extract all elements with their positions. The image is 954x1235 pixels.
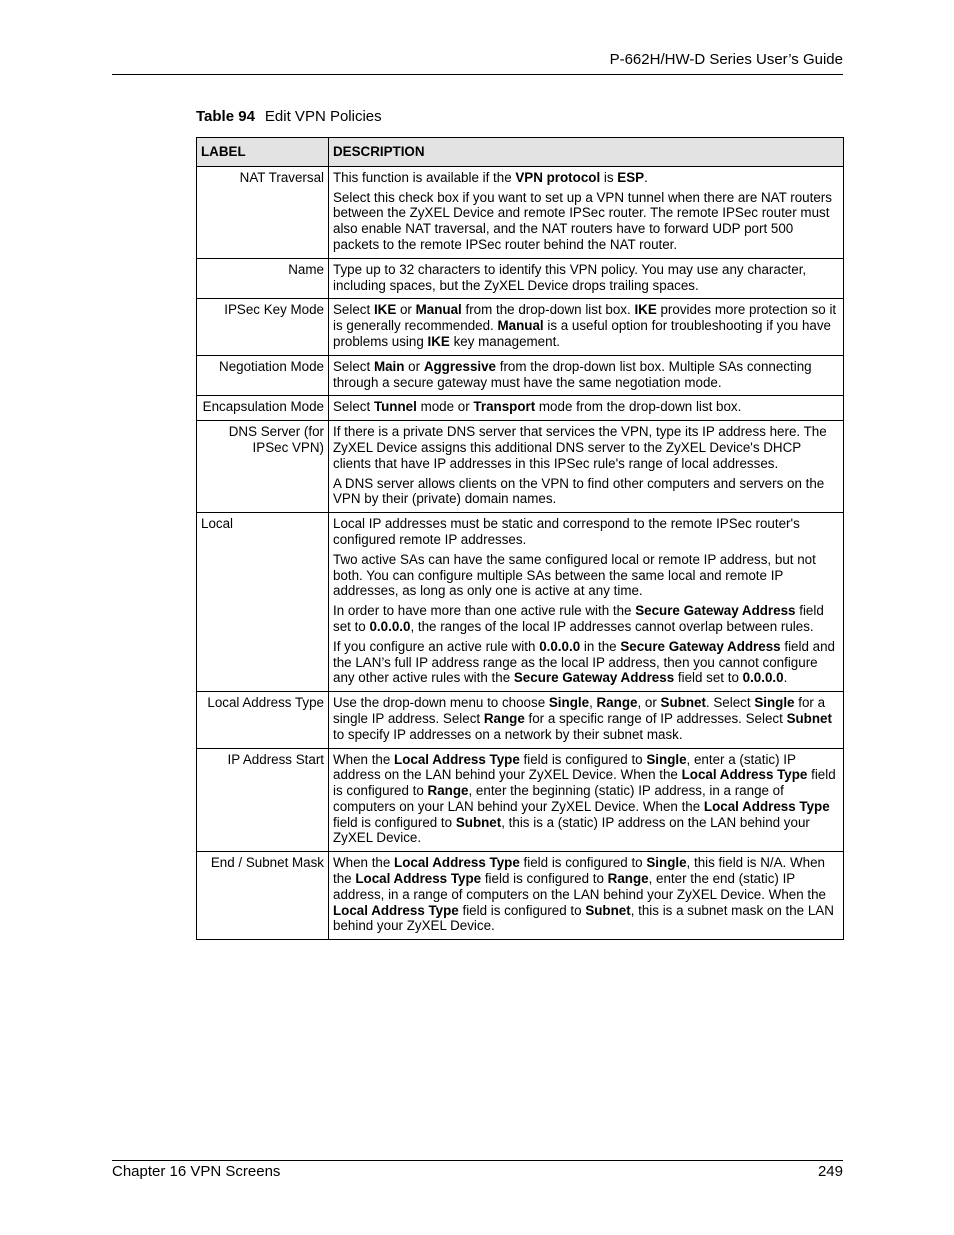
text-run: mode from the drop-down list box. — [535, 399, 742, 415]
text-run: Use the drop-down menu to choose — [333, 695, 549, 711]
row-description — [329, 166, 844, 258]
text-run: , enter the end (static) IP address, in a range of computers on the LAN behind your ZyXEL Device. When the — [333, 871, 826, 902]
text-run: , this field is N/A. When the — [333, 855, 825, 887]
text-run: from the drop-down list box. Multiple SAs connecting through a secure gateway must have the same negotiation mode. — [333, 358, 812, 390]
bold-term: 0.0.0.0 — [742, 670, 784, 686]
text-run: , this is a subnet mask on the LAN behind your ZyXEL Device. — [333, 902, 834, 934]
description-paragraph — [333, 424, 839, 471]
text-run: or — [396, 302, 416, 318]
bold-term: Subnet — [455, 814, 502, 830]
table-row — [197, 748, 844, 852]
bold-term: Local Address Type — [681, 767, 808, 783]
text-run: , this is a (static) IP address on the LAN behind your ZyXEL Device. — [333, 814, 810, 846]
text-run: is a useful option for troubleshooting if you have problems using — [333, 318, 831, 349]
text-run: , enter a (static) IP address on the LAN behind your ZyXEL Device. When the — [333, 751, 796, 783]
row-description — [329, 748, 844, 852]
text-run: field is configured to — [333, 814, 456, 830]
text-run: In order to have more than one active rule with the — [333, 603, 636, 619]
text-run: , or — [637, 695, 661, 711]
description-paragraph — [333, 639, 839, 686]
text-run: A DNS server allows clients on the VPN to find other computers and servers on the VPN by their (private) domain names. — [333, 475, 825, 507]
text-run: When the — [333, 855, 395, 871]
text-run: Select this check box if you want to set up a VPN tunnel when there are NAT routers between the ZyXEL Device and remote IPSec router. The remote IPSec router must also enable NAT traversal, and the NAT routers have to forward UDP port 500 packets to the remote IPSec router behind the NAT router. — [333, 189, 832, 252]
text-run: provides more protection so it is generally recommended. — [333, 302, 837, 334]
row-label: Local Address Type — [197, 692, 329, 748]
text-run: Type up to 32 characters to identify this VPN policy. You may use any character, including spaces, but the ZyXEL Device drops trailing spaces. — [333, 261, 807, 293]
bold-term: Main — [373, 358, 405, 374]
bold-term: 0.0.0.0 — [369, 618, 411, 634]
description-paragraph — [333, 262, 839, 294]
text-run: Local IP addresses must be static and correspond to the remote IPSec router's configured remote IP addresses. — [333, 516, 800, 547]
row-label: Name — [197, 258, 329, 299]
table-row — [197, 852, 844, 940]
table-row — [197, 355, 844, 396]
text-run: mode or — [416, 399, 474, 415]
description-paragraph — [333, 399, 839, 415]
bold-term: Single — [754, 695, 795, 711]
bold-term: Subnet — [786, 710, 832, 726]
bold-term: Range — [483, 710, 525, 726]
bold-term: IKE — [634, 302, 657, 318]
row-description — [329, 421, 844, 513]
description-paragraph — [333, 302, 839, 349]
row-label: Encapsulation Mode — [197, 396, 329, 421]
text-run: in the — [580, 638, 621, 654]
text-run: This function is available if the — [333, 169, 516, 185]
row-label: End / Subnet Mask — [197, 852, 329, 940]
text-run: field set to — [333, 603, 824, 634]
bold-term: Subnet — [660, 695, 706, 711]
table-caption — [196, 108, 382, 125]
row-description — [329, 852, 844, 940]
bold-term: IKE — [427, 333, 450, 349]
text-run: field is configured to — [481, 871, 608, 887]
table-body — [197, 166, 844, 939]
row-description — [329, 692, 844, 748]
bold-term: IKE — [373, 302, 397, 318]
text-run: When the — [333, 751, 395, 767]
text-run: from the drop-down list box. — [461, 302, 635, 318]
bold-term: Local Address Type — [355, 871, 482, 887]
table-row — [197, 396, 844, 421]
text-run: , enter the beginning (static) IP address, in a range of computers on your LAN behind your ZyXEL Device. When the — [333, 783, 784, 814]
text-run: field is configured to — [333, 767, 836, 799]
bold-term: Single — [548, 695, 590, 711]
row-label: IP Address Start — [197, 748, 329, 852]
bold-term: Manual — [415, 302, 462, 318]
bold-term: Secure Gateway Address — [635, 603, 796, 619]
bold-term: Tunnel — [373, 399, 417, 415]
table-row — [197, 513, 844, 692]
row-label: DNS Server (for IPSec VPN) — [197, 421, 329, 513]
description-paragraph — [333, 190, 839, 253]
text-run: Select — [333, 302, 374, 318]
text-run: field is configured to — [458, 902, 586, 918]
bold-term: Transport — [473, 399, 536, 415]
table-header-row — [197, 138, 844, 167]
bold-term: Secure Gateway Address — [513, 670, 675, 686]
bold-term: Range — [596, 695, 638, 711]
row-description — [329, 299, 844, 355]
description-paragraph — [333, 603, 839, 635]
bold-term: Local Address Type — [703, 798, 830, 814]
description-paragraph — [333, 516, 839, 548]
bold-term: Local Address Type — [394, 855, 520, 871]
description-paragraph — [333, 359, 839, 391]
bold-term: 0.0.0.0 — [539, 638, 581, 654]
page-footer — [112, 1160, 843, 1180]
bold-term: Secure Gateway Address — [620, 638, 781, 654]
text-run: for a single IP address. Select — [333, 695, 826, 726]
text-run: Select — [333, 399, 374, 415]
text-run: . — [783, 670, 788, 686]
table-row — [197, 421, 844, 513]
bold-term: ESP — [617, 169, 645, 185]
text-run: . Select — [705, 695, 755, 711]
chapter-title: Chapter 16 VPN Screens — [112, 1163, 281, 1180]
text-run: for a specific range of IP addresses. Select — [524, 710, 787, 726]
text-run: . — [644, 169, 648, 185]
description-paragraph — [333, 170, 839, 186]
text-run: or — [404, 358, 424, 374]
label-column-header: LABEL — [197, 138, 329, 167]
page-number: 249 — [817, 1163, 843, 1180]
description-paragraph — [333, 695, 839, 742]
vpn-policies-table — [196, 137, 844, 940]
bold-term: VPN protocol — [515, 169, 601, 185]
text-run: field and the LAN’s full IP address range as the local IP address, then you cannot configure any other active rules with the — [333, 638, 835, 686]
bold-term: Range — [607, 871, 649, 887]
text-run: field is configured to — [519, 855, 647, 871]
description-paragraph — [333, 855, 839, 934]
page-header — [112, 48, 843, 75]
description-paragraph — [333, 752, 839, 847]
row-label: IPSec Key Mode — [197, 299, 329, 355]
text-run: key management. — [449, 333, 561, 349]
text-run: Select — [333, 358, 374, 374]
bold-term: Single — [646, 855, 687, 871]
bold-term: Local Address Type — [333, 902, 459, 918]
bold-term: Aggressive — [423, 358, 497, 374]
text-run: Two active SAs can have the same configured local or remote IP address, but not both. You can configure multiple SAs between the same local and remote IP addresses, as long as only one is active at any time. — [333, 551, 816, 599]
bold-term: Single — [646, 751, 687, 767]
description-paragraph — [333, 552, 839, 599]
table-title: Edit VPN Policies — [264, 108, 382, 125]
row-label: NAT Traversal — [197, 166, 329, 258]
bold-term: Range — [427, 783, 469, 799]
table-row — [197, 692, 844, 748]
text-run: field set to — [674, 670, 743, 686]
row-description — [329, 396, 844, 421]
text-run: to specify IP addresses on a network by their subnet mask. — [333, 726, 683, 742]
table-row — [197, 299, 844, 355]
text-run: is — [600, 169, 618, 185]
text-run: If there is a private DNS server that services the VPN, type its IP address here. The ZyXEL Device assigns this additional DNS server to the ZyXEL Device's DHCP clients that have IP addresses in this IPSec rule's range of local addresses. — [333, 424, 827, 471]
row-label: Negotiation Mode — [197, 355, 329, 396]
text-run: field is configured to — [519, 751, 647, 767]
table-row — [197, 166, 844, 258]
bold-term: Subnet — [585, 902, 631, 918]
bold-term: Manual — [497, 318, 544, 334]
text-run: , — [589, 695, 597, 711]
bold-term: Local Address Type — [394, 751, 520, 767]
row-description — [329, 513, 844, 692]
row-description — [329, 258, 844, 299]
row-label: Local — [197, 513, 329, 692]
text-run: , the ranges of the local IP addresses cannot overlap between rules. — [410, 618, 814, 634]
description-column-header: DESCRIPTION — [329, 138, 844, 167]
row-description — [329, 355, 844, 396]
document-title: P-662H/HW-D Series User’s Guide — [609, 51, 843, 68]
table-number: Table 94 — [196, 108, 255, 125]
text-run: If you configure an active rule with — [333, 638, 540, 654]
description-paragraph — [333, 476, 839, 508]
table-row — [197, 258, 844, 299]
